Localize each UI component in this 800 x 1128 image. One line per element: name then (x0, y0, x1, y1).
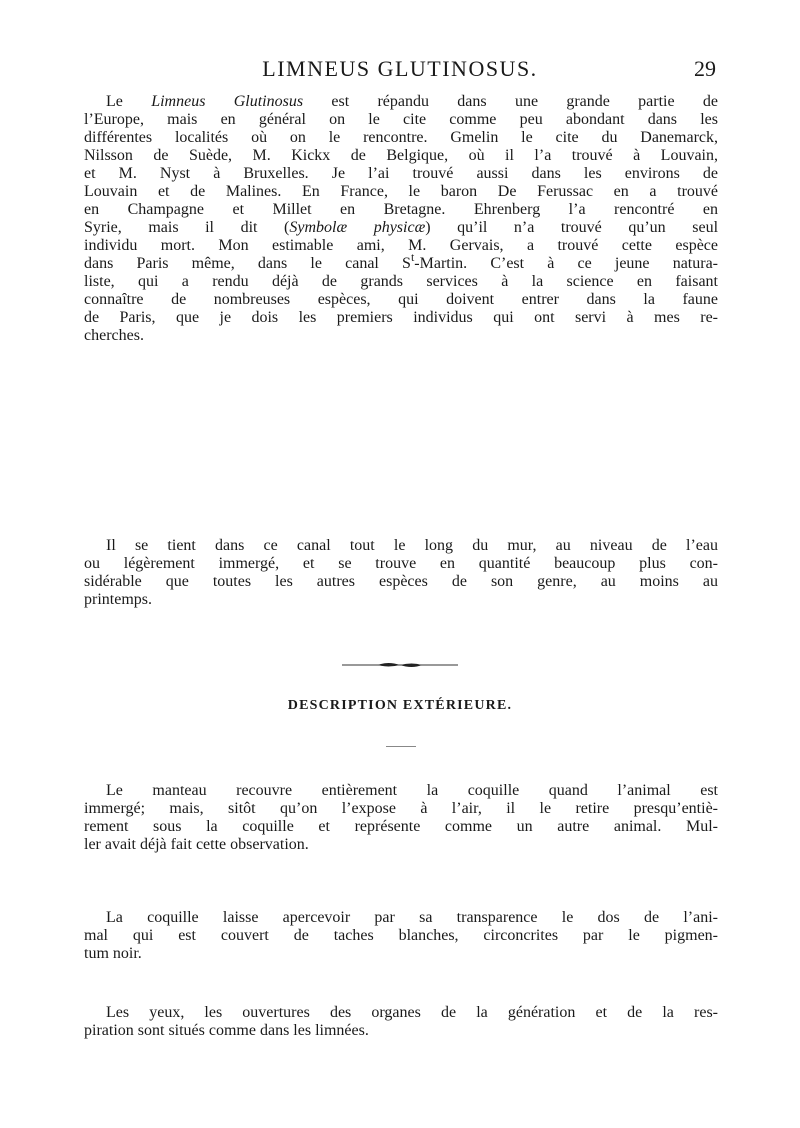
superscript: t (410, 250, 415, 264)
text-line: différentes localités où on le rencontre. Gmelin le cite du Danemarck, (84, 129, 718, 146)
text-line: Il se tient dans ce canal tout le long du mur, au niveau de l’eau (106, 537, 718, 554)
text-line: sidérable que toutes les autres espèces de son genre, au moins au (84, 573, 718, 590)
text-line: en Champagne et Millet en Bretagne. Ehrenberg l’a rencontré en (84, 201, 718, 218)
text-line: ou légèrement immergé, et se trouve en quantité beaucoup plus con- (84, 555, 718, 572)
text-line: connaître de nombreuses espèces, qui doivent entrer dans la faune (84, 291, 718, 308)
text-line: l’Europe, mais en général on le cite comme peu abondant dans les (84, 111, 718, 128)
line-text: qu’il n’a trouvé qu’un seul (457, 219, 719, 236)
text-line: tum noir. (84, 945, 142, 962)
text-line: mal qui est couvert de taches blanches, circoncrites par le pigmen- (84, 927, 718, 944)
text-line: Louvain et de Malines. En France, le baron De Ferussac en a trouvé (84, 183, 718, 200)
paragraph-distribution (84, 93, 718, 345)
text-line: Les yeux, les ouvertures des organes de la génération et de la res- (106, 1004, 718, 1021)
species-name: Limneus Glutinosus (151, 93, 304, 110)
text-line (84, 219, 718, 237)
page-number: 29 (694, 56, 716, 81)
ornament-divider (340, 660, 460, 670)
text-line: individu mort. Mon estimable ami, M. Gervais, a trouvé cette espèce (84, 237, 718, 254)
running-head (0, 56, 800, 86)
cited-work: Symbolæ physicæ (289, 219, 426, 236)
running-title: LIMNEUS GLUTINOSUS. (262, 56, 538, 81)
text-line: piration sont situés comme dans les limnées. (84, 1022, 369, 1039)
text-line: Le manteau recouvre entièrement la coquille quand l’animal est (106, 782, 718, 799)
text-line: de Paris, que je dois les premiers individus qui ont servi à mes re- (84, 309, 718, 326)
text-line (84, 250, 719, 273)
line-text: est répandu dans une grande partie de (331, 93, 719, 110)
text-line: Nilsson de Suède, M. Kickx de Belgique, où il l’a trouvé à Louvain, (84, 147, 718, 164)
paragraph-shell (84, 909, 718, 963)
text-line: liste, qui a rendu déjà de grands services à la science en faisant (84, 273, 718, 290)
line-suffix: ) (425, 219, 431, 236)
paragraph-habitat (84, 537, 718, 609)
text-line (84, 93, 718, 111)
line-text: dans Paris même, dans le canal S (84, 255, 411, 272)
text-line: rement sous la coquille et représente comme un autre animal. Mul- (84, 818, 718, 835)
text-line: et M. Nyst à Bruxelles. Je l’ai trouvé aussi dans les environs de (84, 165, 718, 182)
text-line: printemps. (84, 591, 152, 608)
text-line: immergé; mais, sitôt qu’on l’expose à l’air, il le retire presqu’entiè- (84, 800, 718, 817)
short-rule-divider (386, 746, 416, 747)
line-prefix: Syrie, mais il dit ( (84, 219, 290, 236)
section-heading: DESCRIPTION EXTÉRIEURE. (287, 698, 513, 713)
line-prefix: Le (106, 93, 123, 110)
paragraph-eyes (84, 1004, 718, 1040)
paragraph-mantle (84, 782, 718, 854)
text-line: ler avait déjà fait cette observation. (84, 836, 309, 853)
text-line: cherches. (84, 327, 144, 344)
line-text: -Martin. C’est à ce jeune natura- (414, 255, 719, 272)
text-line: La coquille laisse apercevoir par sa transparence le dos de l’ani- (106, 909, 718, 926)
